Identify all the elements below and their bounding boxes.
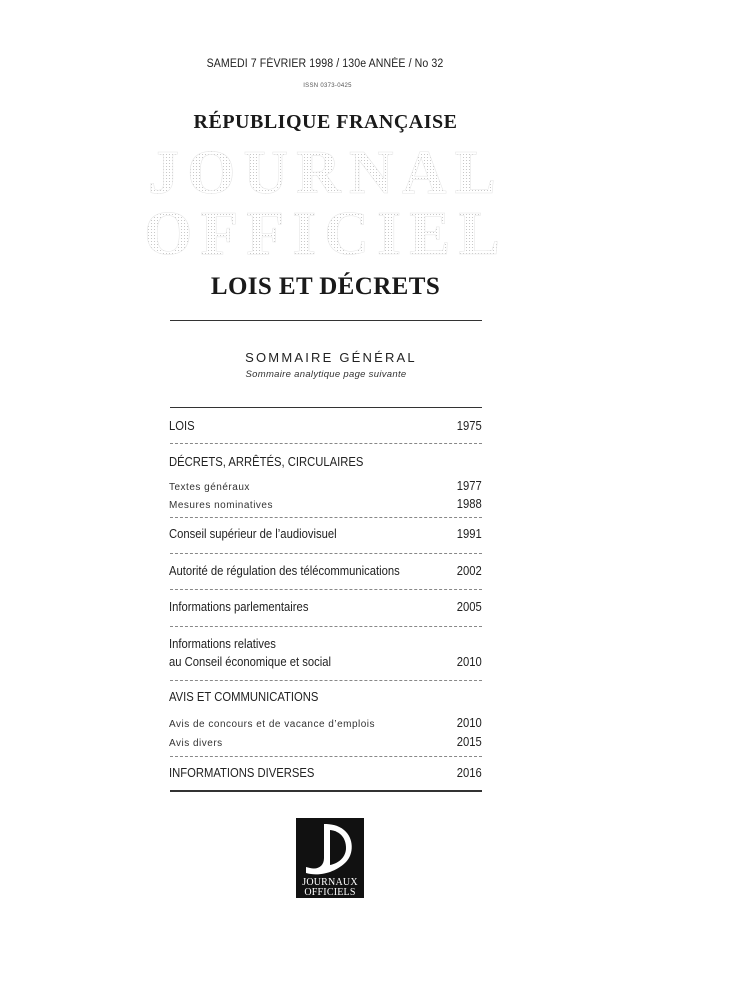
toc-informations-relatives-label: Informations relatives [169,637,276,651]
toc-informations-parlementaires-label: Informations parlementaires [169,600,309,614]
toc-textes-page: 1977 [456,479,482,493]
toc-informations-diverses-label: INFORMATIONS DIVERSES [169,766,315,780]
title-divider [170,320,482,321]
lois-et-decrets-title: LOIS ET DÉCRETS [210,273,441,300]
toc-divider [170,626,482,627]
toc-bottom-rule [170,790,482,792]
toc-divider [170,680,482,681]
toc-autorite-page: 2002 [456,564,482,578]
toc-mesures-label: Mesures nominatives [169,500,273,511]
toc-conseil-economique-page: 2010 [456,655,482,669]
toc-informations-diverses-page: 2016 [456,766,482,780]
masthead-line-2: OFFICIEL [144,200,508,268]
toc-lois-page: 1975 [456,419,482,433]
toc-divider [170,517,482,518]
toc-avis-communications-label: AVIS ET COMMUNICATIONS [169,690,319,704]
toc-textes-label: Textes généraux [169,482,250,493]
toc-avis-concours-label: Avis de concours et de vacance d’emplois [169,719,376,730]
toc-autorite-label: Autorité de régulation des télécommunications [169,564,400,578]
logo-line-2: OFFICIELS [304,887,356,898]
toc-top-rule [170,407,482,408]
journaux-officiels-logo [296,818,364,898]
toc-lois-label: LOIS [169,419,195,433]
toc-mesures-page: 1988 [456,497,482,511]
toc-informations-parlementaires-page: 2005 [456,600,482,614]
dateline: SAMEDI 7 FÉVRIER 1998 / 130e ANNÉE / No 32 [206,58,444,70]
republique-francaise-heading: RÉPUBLIQUE FRANÇAISE [193,111,458,133]
logo-line-1: JOURNAUX [302,877,358,888]
toc-conseil-audiovisuel-page: 1991 [456,527,482,541]
sommaire-subtitle: Sommaire analytique page suivante [245,369,407,380]
toc-divider [170,756,482,757]
toc-avis-divers-label: Avis divers [169,738,223,749]
toc-divider [170,443,482,444]
toc-avis-divers-page: 2015 [456,735,482,749]
journal-officiel-masthead [144,138,508,268]
toc-conseil-economique-label: au Conseil économique et social [169,655,331,669]
sommaire-general-title: SOMMAIRE GÉNÉRAL [245,350,417,365]
toc-divider [170,589,482,590]
issn-number: ISSN 0373-0425 [303,83,352,89]
toc-divider [170,553,482,554]
toc-decrets-label: DÉCRETS, ARRÊTÉS, CIRCULAIRES [169,455,364,469]
toc-conseil-audiovisuel-label: Conseil supérieur de l’audiovisuel [169,527,337,541]
toc-avis-concours-page: 2010 [456,716,482,730]
masthead-line-1: JOURNAL [148,139,504,207]
